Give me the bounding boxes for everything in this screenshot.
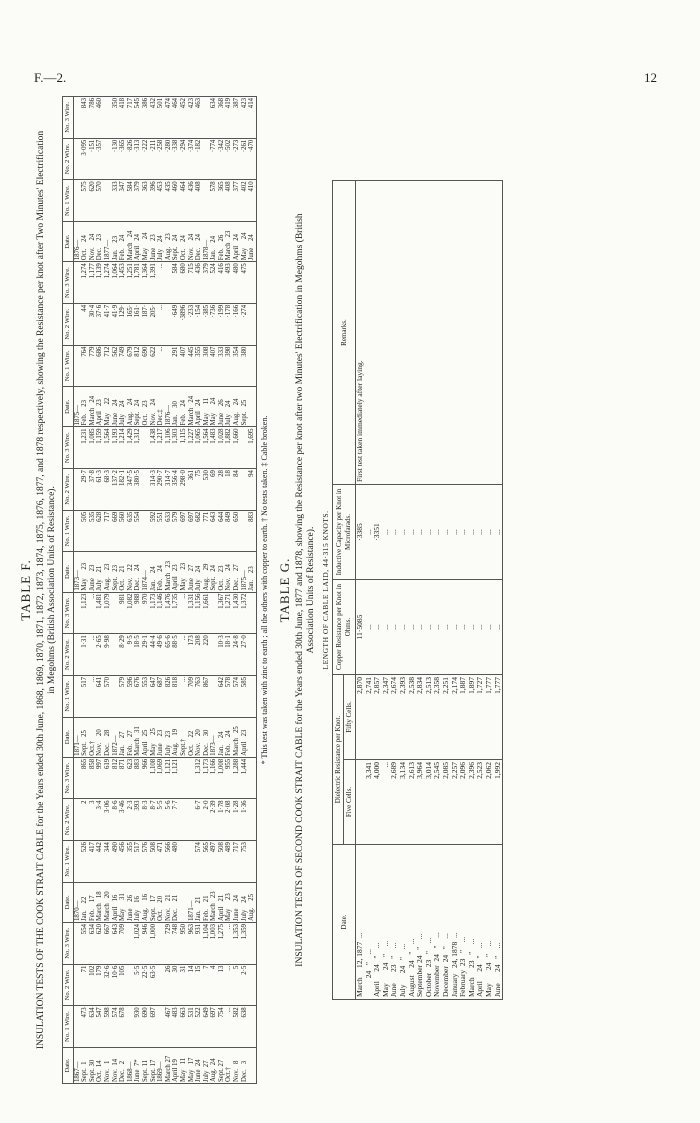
table-f [62,96,257,1084]
group-3-no1: 517 ... 641 570 579 596 676 553 647 687 826 818 ... 709 763 867 642 578 574 585 [73,675,256,717]
table-g-title: TABLE G. [276,557,292,623]
col-header-date: Date. [332,845,355,1000]
table-g-dates: March 12, 1877 ... 24 " ... April 24 " ... May 24 " ... June 23 " ... July 24 " ... August 24 " ... September 24 " ... October 23 " ... November 24 " ... December 24 " ... January 24, 1878 ... February 23 " ... March 23 " ... April 24 " ... May 24 " ... June 24 " ... [356,845,503,1000]
table-g-fifty-cells: 2,870 2,741 2,857 2,347 2,674 2,393 2,538 2,834 2,513 2,358 2,251 2,174 1,887 1,897 1,727 1,777 1,777 [356,675,503,760]
col-header-no1: No. 1 Wire. [63,841,74,883]
group-4-no2: 29·7 37·8 61·3 68·3 137·2 182·1 347·5 380·5 314·3 290·7 314·7 356·4 298·0 361 75 530 69 28 18 84 94 [73,469,256,511]
col-header-date: Date. [63,882,74,922]
page-number: 12 [644,70,657,85]
table-g-remarks: First test taken immediately after laying. [356,181,503,485]
group-6-no3: 843 786 460 350 418 717 545 386 432 501 474 464 452 423 463 634 368 419 387 423 414 [73,97,256,139]
group-6-no1: 575 620 570 333 347 584 379 363 396 453 435 460 464 436 408 578 365 408 377 402 410 [73,180,256,222]
group-5-no2: 44 30·4 37·6 41·7 41·9 129· 165· 161· 187· 205· ... ·649 ·3896 ·233 ·154 ·385 ·736 ·199 ·178 ·166 ·274 [73,303,256,345]
col-header-no2: No. 2 Wire. [63,964,74,1006]
table-g-inductive: ·3385 ... ·3351 ... ... ... ... ... ... ... ... ... ... ... ... ... ... [356,485,503,580]
col-header-copper: Copper Resistance per Knot in Ohms. [332,580,355,675]
page-section-label: F.—2. [34,70,67,85]
col-header-no3: No. 3 Wire. [63,97,74,139]
group-3-dates: 1871— Sept. 25 Oct.† Nov. 20 Dec. 28 1872— Jan. 27 Feb. 27 March 31 April 25 May 25 June 23 July 23 Aug. 19 Sept.† Oct. 22 Nov. 20 Dec. 30 1873— Jan. 24 Feb. 24 March 25 April 23 [73,717,256,757]
col-header-date: Date. [63,717,74,757]
col-header-no3: No. 3 Wire. [63,427,74,469]
col-header-no2: No. 2 Wire. [63,138,74,180]
col-header-no1: No. 1 Wire. [63,1006,74,1048]
col-header-no2: No. 2 Wire. [63,634,74,676]
col-header-date: Date. [63,552,74,592]
table-g-copper: 11·5085 ... ... ... ... ... ... ... ... ... ... ... ... ... ... ... ... [356,580,503,675]
col-header-dielectric: Dielectric Resistance per Knot. [332,675,344,845]
table-g-body-row [356,181,503,1000]
group-2-no1: 526 417 442 344 490 456 355 517 576 508 471 566 480 574 565 497 508 489 717 753 [73,841,256,883]
table-g-five-cells: 3,341 4,000 ... 2,689 3,134 2,613 3,964 3,014 2,545 2,085 2,257 2,096 2,396 2,523 2,062 1,992 [356,760,503,845]
table-g-caption: INSULATION TESTS OF SECOND COOK STRAIT CABLE for the Years ended 30th June, 1877 and 1878, showing the Resistance per knot after two Minutes' Electrification in Megohms (British Association Units of Resistance). [294,213,316,967]
col-header-fifty-cells: Fifty Cells. [344,675,356,760]
col-header-no2: No. 2 Wire. [63,469,74,511]
col-header-remarks: Remarks. [332,181,355,485]
group-1-dates: 1867— Sept. 1 Sept. 30 Oct. 14 Nov. 1 Nov. 14 Dec. 2 1868— June 7* Sept. 11 Sept. 17 1869— March 27 April 19 May 11 May 17 June 24 July 27 Aug. 24 Sept. 27 Oct.† Nov. 8 Dec. 3 [73,1047,256,1083]
group-4-no3: 1,231 1,085 1,159 1,564 1,193 1,214 1,429 1,312 1,438 1,217 1,106 1,303 1,115 1,227 1,065 1,564 1,483 1,028 1,882 1,660 1,695 [73,427,256,469]
col-header-no2: No. 2 Wire. [63,303,74,345]
group-3-no3: 1,123 ... 1,481 1,079 981 1,082 988 970 1,173 1,146 1,476 1,735 ... 1,331 1,156 1,661 1,367 1,271 1,430 1,372 [73,592,256,634]
col-header-date: Date. [63,221,74,261]
col-header-date: Date. [63,1047,74,1083]
col-header-no2: No. 2 Wire. [63,799,74,841]
col-header-five-cells: Five Cells. [344,760,356,845]
col-header-no1: No. 1 Wire. [63,345,74,387]
table-f-caption: INSULATION TESTS OF THE COOK STRAIT CABLE for the Years ended 30th June, 1868, 1869, 1870, 1871, 1872, 1873, 1874, 1875, 1876, 1877, and 1878 respectively, showing the Resistance per knot after Two Minutes' Electrification in Megohms (British Association Units of Resistance). [36,130,57,1050]
col-header-no3: No. 3 Wire. [63,757,74,799]
group-6-dates: 1876— Oct. 24 Nov. 24 Dec. 23 1877— Jan. 23 Feb. 24 March 24 April 24 May 24 June 23 July 24 Aug. 23 Sept. 24 Oct. 24 Nov. 24 Dec. 24 1878— Jan. 24 Feb. 26 March 23 April 24 May 24 June 24 [73,221,256,261]
col-header-inductive: Inductive Capacity per Knot in Microfarads. [332,485,355,580]
col-header-no3: No. 3 Wire. [63,592,74,634]
table-g [332,180,503,1000]
group-5-no3: 1,274 1,177 1,139 1,274 1,064 1,453 1,251 1,781 1,364 1,391 ... 584 680 715 436 379 524 416 493 480 475 [73,262,256,304]
table-f-body-row [73,97,256,1084]
col-header-no1: No. 1 Wire. [63,675,74,717]
group-6-no2: 3·095 ·151 ·357 ·130 ·365 ·826 ·313 ·222 ·211 ·258 ·280 ·338 ·294 ·374 ·182 ·774 ·342 ·502 ·273 ·261 ·470 [73,138,256,180]
table-f-footnote: * This test was taken with zinc to earth ; all the others with copper to earth. † No tests taken. ‡ Cable broken. [259,415,269,765]
group-4-dates: 1873— May 23 June 23 July 21 Aug. 23 Sept. 23 Oct. 21 Nov. 22 Dec. 24 1874— Jan. 24 Feb. 24 March 23 April 23 May 23 June 27 July 24 Aug. 29 Sept. 24 Oct. 23 Nov. 24 Dec. 27 1875— Jan. 23 [73,552,256,592]
group-1-no3: 554 634 620 667 643 709 1,024 946 1,000 729 748 950 963 931 1,104 1,003 1,275 ... 1,353 1,359 [73,923,256,965]
group-2-no3: 865 858 997 619 812 871 623 883 966 1,108 1,069 1,121 1,121 1,312 1,173 1,166 1,008 955 1,288 1,444 [73,757,256,799]
group-4-no1: 505 535 628 717 669 560 635 554 592 551 633 579 697 697 682 771 643 644 849 650 883 [73,510,256,552]
table-g-subtitle: LENGTH OF CABLE LAID, 44·315 KNOTS. [320,510,330,670]
col-header-no1: No. 1 Wire. [63,510,74,552]
landscape-sheet [14,90,674,1090]
col-header-no3: No. 3 Wire. [63,923,74,965]
table-f-title: TABLE F. [18,559,33,621]
col-header-no1: No. 1 Wire. [63,180,74,222]
group-2-no2: 2 3 3·4 3·06 8·6 3·46 2·3 393 8·3 8·7 5·5 5·6 7·7 6·7 2·0 2·39 1·78 2·08 1·28 1·36 [73,799,256,841]
group-1-no1: 473 634 547 598 574 678 930 690 697 467 483 663 531 522 649 697 754 ... 582 638 [73,1006,256,1048]
col-header-no3: No. 3 Wire. [63,262,74,304]
table-g-header-row [332,181,344,1000]
group-5-no1: 764 779 686 712 562 749 679 812 690 622 ... 291 407 445 355 308 407 333 398 354 380 [73,345,256,387]
table-f-header-row [63,97,74,1084]
group-5-dates: 1875— Feb. 23 March 24 April 23 May 22 June 24 July 24 Aug. 24 Sept. 24 Oct. 23 Nov. 24 Dec.‡ 1876— Jan. 30 Feb. 24 March 24 April 24 May 11 May 24 June 26 July 24 Aug. 24 Sept. 25 [73,387,256,427]
rotated-page-area [14,90,684,1110]
group-3-no2: 1·31 ... 2·65 9·98 8·29 9·5 18·5 29·1 44·4 49·6 65·6 88·5 ... 173 208 220 10·3 18·1 24·8 27·0 [73,634,256,676]
group-2-dates: 1870— Jan. 22 Feb. 17 March 18 March 20 April 16 May 31 June 26 July 16 Aug. 16 Sept. 17 Oct. 20 Nov. 21 Dec. 21 1871— Jan. 21 Feb. 21 March 23 April 21 May 23 June 24 July 24 Aug. 25 [73,882,256,922]
group-1-no2: 71 102 179 32·6 10·6 105 5·5 22·5 63·5 26 30 31 14 15 7 4 13 ... 5 2·5 [73,964,256,1006]
col-header-date: Date. [63,387,74,427]
